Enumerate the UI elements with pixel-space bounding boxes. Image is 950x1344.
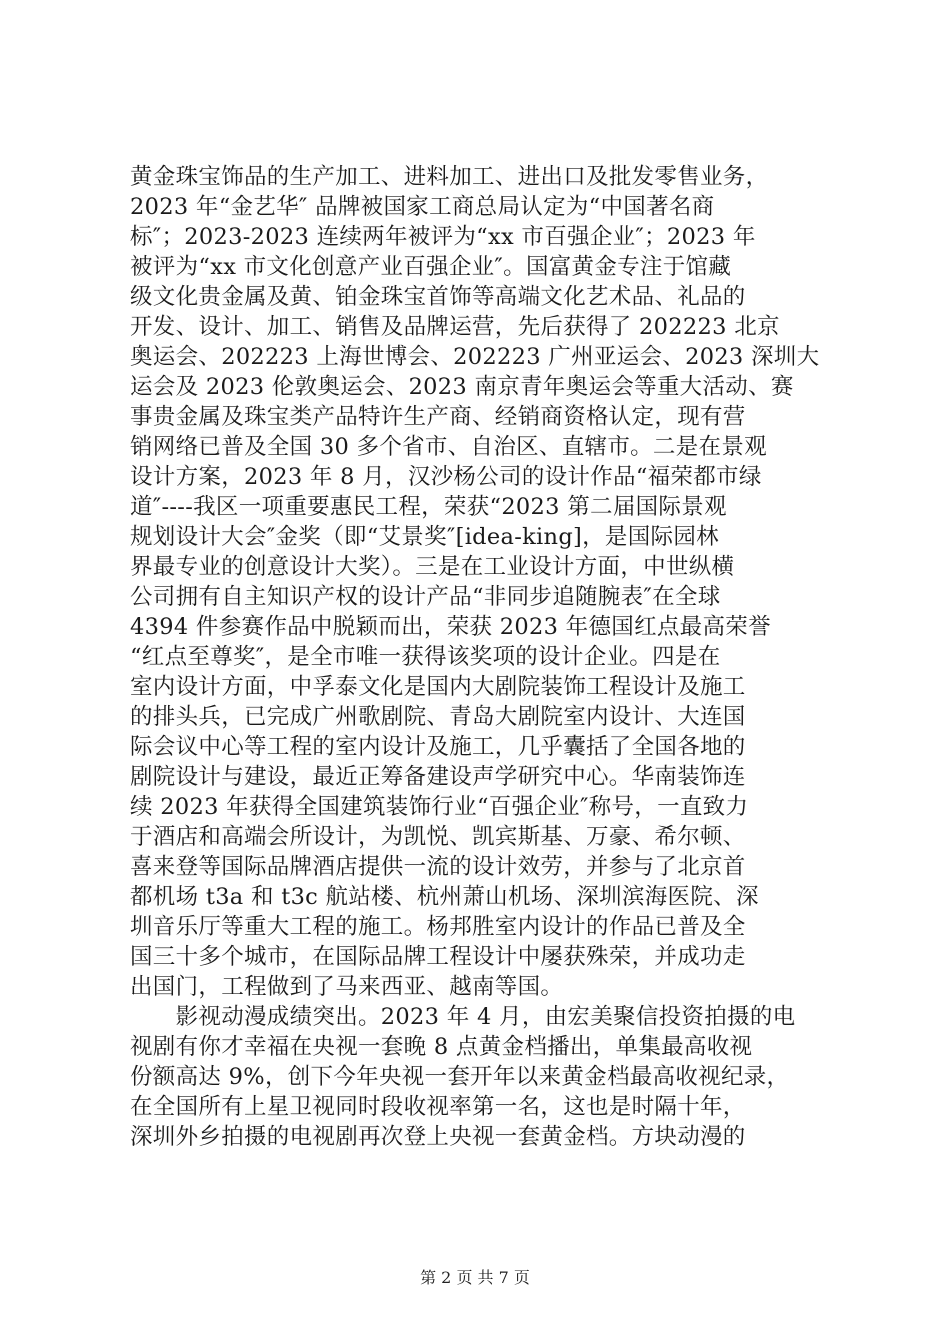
text-line: 道″----我区一项重要惠民工程，荣获“2023 第二届国际景观 — [130, 494, 727, 520]
text-line: 续 2023 年获得全国建筑装饰行业“百强企业″称号，一直致力 — [130, 794, 749, 820]
text-line: 室内设计方面，中孚泰文化是国内大剧院装饰工程设计及施工 — [130, 674, 746, 700]
text-line: 被评为“xx 市文化创意产业百强企业″。国富黄金专注于馆藏 — [130, 254, 732, 280]
text-line: 视剧有你才幸福在央视一套晚 8 点黄金档播出，单集最高收视 — [130, 1034, 753, 1060]
body-text — [130, 162, 830, 1152]
text-line: 的排头兵，已完成广州歌剧院、青岛大剧院室内设计、大连国 — [130, 704, 746, 730]
text-line: 深圳外乡拍摄的电视剧再次登上央视一套黄金档。方块动漫的 — [130, 1124, 746, 1150]
text-line: 级文化贵金属及黄、铂金珠宝首饰等高端文化艺术品、礼品的 — [130, 284, 746, 310]
text-line: 喜来登等国际品牌酒店提供一流的设计效劳，并参与了北京首 — [130, 854, 746, 880]
text-line: 界最专业的创意设计大奖）。三是在工业设计方面，中世纵横 — [130, 554, 735, 580]
text-line: “红点至尊奖″，是全市唯一获得该奖项的设计企业。四是在 — [130, 644, 721, 670]
text-line: 4394 件参赛作品中脱颖而出，荣获 2023 年德国红点最高荣誉 — [130, 614, 771, 640]
text-line: 影视动漫成绩突出。2023 年 4 月，由宏美聚信投资拍摄的电 — [130, 1004, 796, 1030]
page-footer: 第 2 页 共 7 页 — [420, 1268, 530, 1287]
text-line: 于酒店和高端会所设计，为凯悦、凯宾斯基、万豪、希尔顿、 — [130, 824, 746, 850]
text-line: 黄金珠宝饰品的生产加工、进料加工、进出口及批发零售业务， — [130, 164, 769, 190]
text-line: 际会议中心等工程的室内设计及施工，几乎囊括了全国各地的 — [130, 734, 746, 760]
text-line: 销网络已普及全国 30 多个省市、自治区、直辖市。二是在景观 — [130, 434, 767, 460]
text-line: 事贵金属及珠宝类产品特许生产商、经销商资格认定，现有营 — [130, 404, 746, 430]
text-line: 标″；2023-2023 连续两年被评为“xx 市百强企业″；2023 年 — [130, 224, 756, 250]
text-line: 规划设计大会″金奖（即“艾景奖″[idea-king]，是国际园林 — [130, 524, 719, 550]
text-line: 出国门，工程做到了马来西亚、越南等国。 — [130, 974, 564, 1000]
text-line: 在全国所有上星卫视同时段收视率第一名，这也是时隔十年， — [130, 1094, 746, 1120]
text-line: 运会及 2023 伦敦奥运会、2023 南京青年奥运会等重大活动、赛 — [130, 374, 794, 400]
text-line: 公司拥有自主知识产权的设计产品“非同步追随腕表″在全球 — [130, 584, 721, 610]
text-line: 剧院设计与建设，最近正筹备建设声学研究中心。华南装饰连 — [130, 764, 746, 790]
text-line: 设计方案，2023 年 8 月，汉沙杨公司的设计作品“福荣都市绿 — [130, 464, 762, 490]
text-line: 开发、设计、加工、销售及品牌运营，先后获得了 202223 北京 — [130, 314, 780, 340]
text-line: 圳音乐厅等重大工程的施工。杨邦胜室内设计的作品已普及全 — [130, 914, 746, 940]
text-line: 奥运会、202223 上海世博会、202223 广州亚运会、2023 深圳大 — [130, 344, 820, 370]
text-line: 份额高达 9%，创下今年央视一套开年以来黄金档最高收视纪录， — [130, 1064, 790, 1090]
text-line: 2023 年“金艺华″ 品牌被国家工商总局认定为“中国著名商 — [130, 194, 715, 220]
text-line: 国三十多个城市，在国际品牌工程设计中屡获殊荣，并成功走 — [130, 944, 746, 970]
text-line: 都机场 t3a 和 t3c 航站楼、杭州萧山机场、深圳滨海医院、深 — [130, 884, 759, 910]
